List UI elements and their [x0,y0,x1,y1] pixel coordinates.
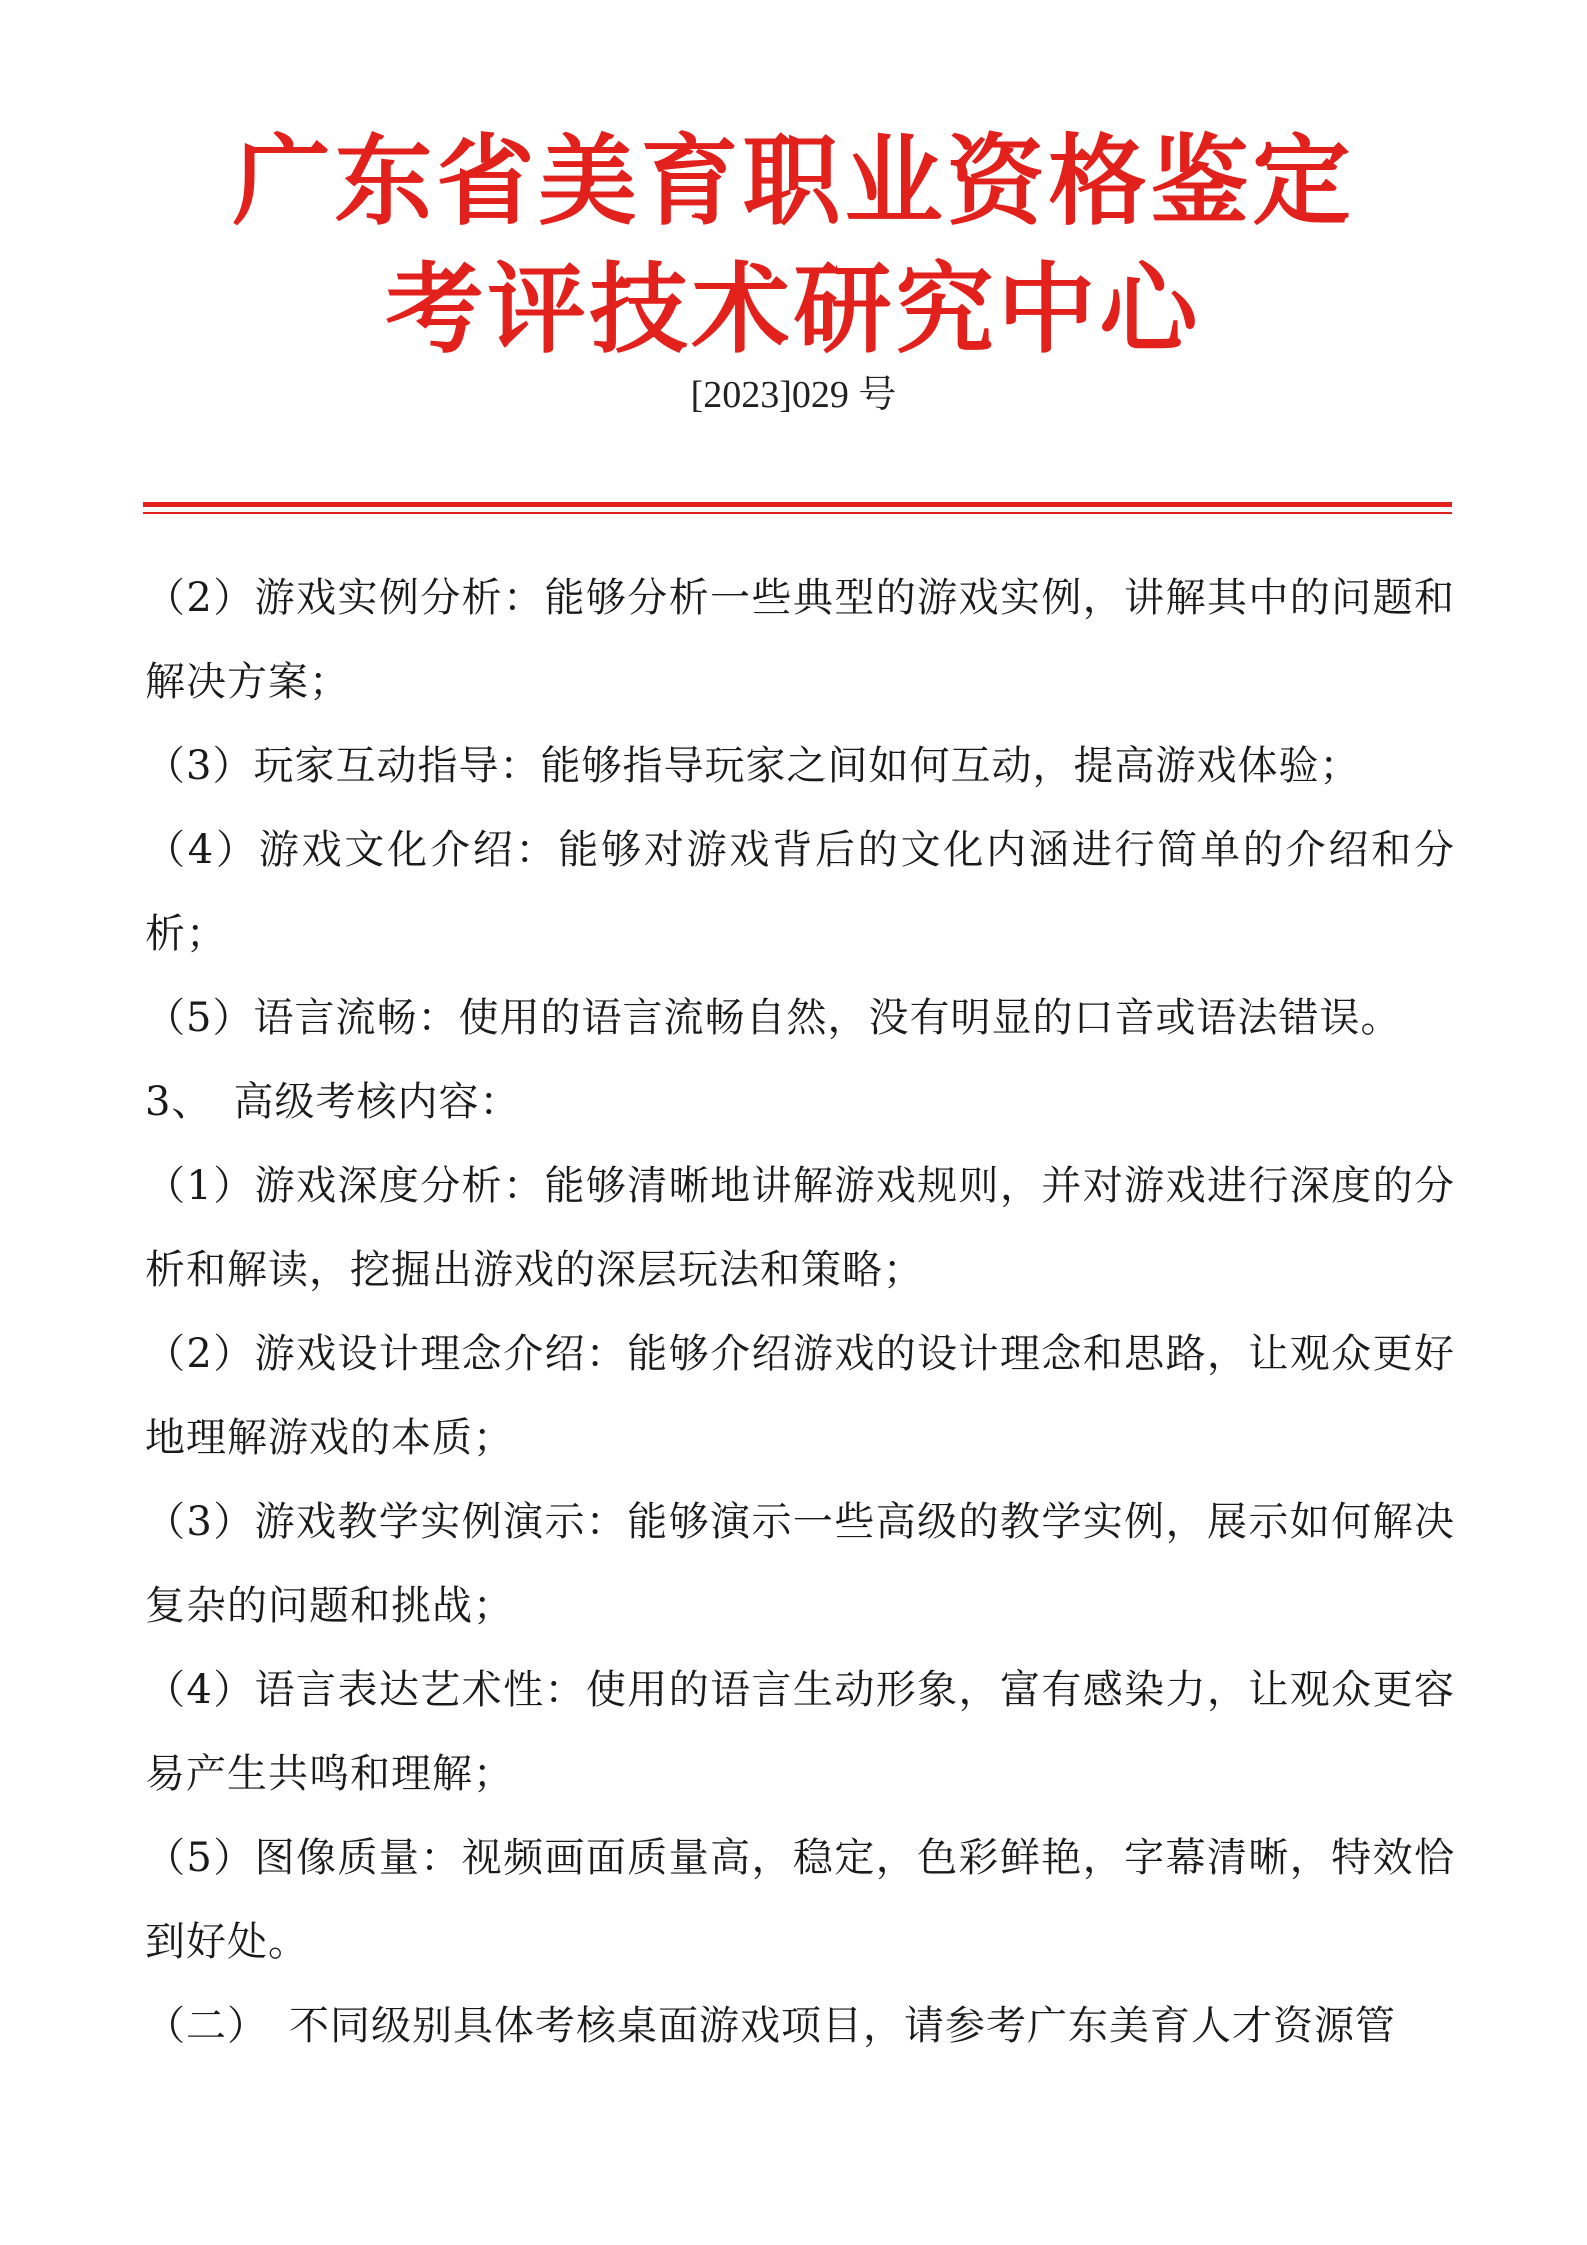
paragraph-item-3-teaching-demo: （3）游戏教学实例演示：能够演示一些高级的教学实例，展示如何解决复杂的问题和挑战； [145,1499,1455,1629]
document-title-line-1: 广东省美育职业资格鉴定 [232,124,1355,239]
section-heading-advanced-content: 3、 高级考核内容： [145,1079,521,1125]
header-rule-thin [143,512,1452,514]
paragraph-item-5-image-quality: （5）图像质量：视频画面质量高，稳定，色彩鲜艳，字幕清晰，特效恰到好处。 [145,1835,1455,1965]
document-number: [2023]029 号 [690,374,897,416]
document-title-line-2: 考评技术研究中心 [385,252,1202,367]
document-body [145,556,1455,2068]
paragraph-item-2-design-concept: （2）游戏设计理念介绍：能够介绍游戏的设计理念和思路，让观众更好地理解游戏的本质； [145,1331,1455,1461]
paragraph-item-2-game-example-analysis: （2）游戏实例分析：能够分析一些典型的游戏实例，讲解其中的问题和解决方案； [145,575,1455,705]
paragraph-section-2-projects: （二） 不同级别具体考核桌面游戏项目，请参考广东美育人才资源管 [145,2003,1396,2049]
header-rule-thick [143,502,1452,507]
paragraph-item-3-player-interaction: （3）玩家互动指导：能够指导玩家之间如何互动，提高游戏体验； [145,743,1361,789]
paragraph-item-1-depth-analysis: （1）游戏深度分析：能够清晰地讲解游戏规则，并对游戏进行深度的分析和解读，挖掘出游戏的深层玩法和策略； [145,1163,1455,1293]
paragraph-item-4-game-culture: （4）游戏文化介绍：能够对游戏背后的文化内涵进行简单的介绍和分析； [145,827,1455,957]
paragraph-item-5-fluent-language: （5）语言流畅：使用的语言流畅自然，没有明显的口音或语法错误。 [145,995,1402,1041]
paragraph-item-4-expressive-language: （4）语言表达艺术性：使用的语言生动形象，富有感染力，让观众更容易产生共鸣和理解； [145,1667,1455,1797]
